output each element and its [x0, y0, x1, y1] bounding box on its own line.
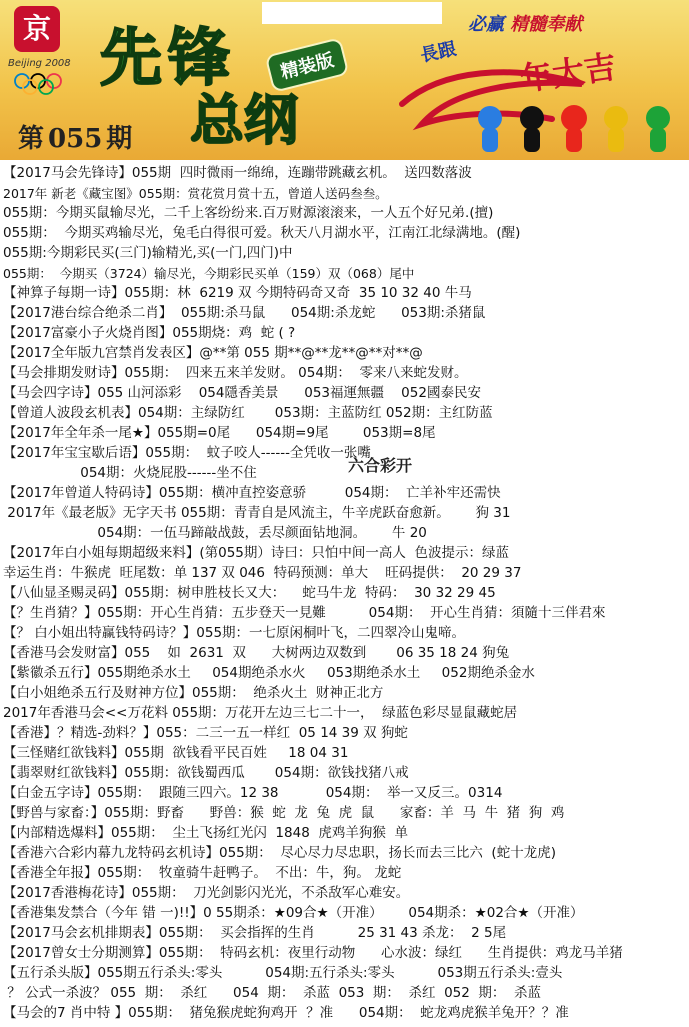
text-line: 055期： 今期买（3724）输尽光，今期彩民买单（159）双（068）尾中 — [3, 266, 415, 281]
text-line: 【神算子每期一诗】055期：林 6219 双 今期特码奇又奇 35 10 32 40 牛马 — [3, 285, 472, 301]
text-line: 【2017马会玄机排期表】055期： 买会指挥的生肖 25 31 43 杀龙： 2 5尾 — [3, 925, 507, 941]
issue-label — [18, 118, 132, 155]
text-line: 054期：一伍马蹄敲战鼓，丢尽颜面钻地洞。 牛 20 — [3, 525, 427, 541]
text-line: 【八仙显圣赐灵码】055期：树申胜枝长又大： 蛇马牛龙 特码： 30 32 29 45 — [3, 585, 496, 601]
text-line: 【？生肖猜？】055期：开心生肖猜：五步登天一見難 054期： 开心生肖猜：須隨十三伴君來 — [3, 605, 606, 621]
banner-title-sub: 总纲 — [190, 88, 298, 152]
text-line: 2017年《最老版》无字天书 055期：青青自是风流主，牛辛虎跃奋愈新。 狗 31 — [3, 505, 511, 521]
text-line: 【2017年全年杀一尾★】055期=0尾 054期=9尾 053期=8尾 — [3, 425, 436, 441]
text-line: 【翡翠财红欲钱料】055期：欲钱蜀西瓜 054期：欲钱找猪八戒 — [3, 765, 409, 781]
olympic-logo — [8, 6, 80, 102]
logo-text: Beijing 2008 — [8, 58, 71, 69]
issue-suffix: 期 — [106, 124, 133, 154]
slogan-left: 長跟 — [418, 38, 459, 67]
text-line: 【2017年宝宝歇后语】055期： 蚊子咬人------全凭收一张嘴 — [3, 445, 371, 461]
text-line: 【2017富豪小子火烧肖图】055期烧：鸡 蛇 ( ? — [3, 325, 296, 341]
text-line: 【香港全年报】055期： 牧童骑牛赶鸭子。 不出：牛，狗。 龙蛇 — [3, 865, 402, 881]
text-line: 【马会的7 肖中特 】055期： 猪兔猴虎蛇狗鸡开 ？准 054期： 蛇龙鸡虎猴羊兔开？？准 — [3, 1005, 569, 1021]
text-line: 【白金五字诗】055期： 跟随三四六。12 38 054期： 举一又反三。0314 — [3, 785, 503, 801]
text-line: 幸运生肖：牛猴虎 旺尾数：单 137 双 046 特码预测：单大 旺码提供： 20 29 37 — [3, 565, 522, 581]
text-line: 【2017香港梅花诗】055期： 刀光剑影闪光光，不杀敌军心难安。 — [3, 885, 410, 901]
text-line: 【内部精选爆料】055期： 尘土飞扬红光闪 1848 虎鸡羊狗猴 单 — [3, 825, 408, 841]
slogan-right: 年大吉 — [518, 47, 619, 99]
issue-prefix: 第 — [18, 124, 45, 154]
text-line: 054期：火烧屁股------坐不住 — [3, 465, 257, 481]
olympic-rings-icon — [12, 72, 76, 96]
text-line: 2017年香港马会<<万花料 055期：万花开左边三七二十一， 绿蓝色彩尽显鼠藏蛇居 — [3, 705, 518, 721]
header-blank-patch — [262, 2, 442, 24]
text-line: 【？ 白小姐出特赢钱特码诗？】055期：一七原闲桐叶飞，二四翠冷山鬼啼。 — [3, 625, 466, 641]
text-line: 【三怪赌红欲钱料】055期 欲钱看平民百姓 18 04 31 — [3, 745, 349, 761]
text-line: 【曾道人波段玄机表】054期：主绿防红 053期：主蓝防红 052期：主红防蓝 — [3, 405, 493, 421]
text-line: 055期： 今期买鸡输尽光，兔毛白得很可爱。秋天八月湖水平，江南江北绿满地。(醒) — [3, 225, 521, 241]
text-line: 【2017年白小姐每期超级来料】(第055期）诗曰：只怕中间一高人 色波提示：绿蓝 — [3, 545, 509, 561]
slogan-top-a: 必赢 — [468, 14, 504, 35]
text-line: 【香港六合彩内幕九龙特码玄机诗】055期： 尽心尽力尽忠职，扬长而去三比六 (蛇十龙虎) — [3, 845, 556, 861]
text-line: 055期：今期买鼠输尽光，二千上客纷纷来.百万财源滚滚来，一人五个好兄弟.(擅) — [3, 205, 494, 221]
text-line: 【香港】？精选-劲料？】055：二三一五一样红 05 14 39 双 狗蛇 — [3, 725, 408, 741]
slogan-top — [468, 10, 582, 36]
issue-number: 055 — [48, 124, 103, 154]
text-line: 055期:今期彩民买(三门)输精光,买(一门,四门)中 — [3, 245, 293, 261]
text-line: 【马会四字诗】055 山河添彩 054隱香美景 053福運無疆 052國泰民安 — [3, 385, 481, 401]
text-line: 2017年 新老《藏宝图》055期：赏花赏月赏十五，曾道人送码叁叁。 — [3, 186, 388, 201]
text-line: 【2017全年版九宫禁肖发表区】@**第 055 期**@**龙**@**对**@ — [3, 345, 423, 361]
text-line: 【野兽与家畜：】055期：野畜 野兽：猴 蛇 龙 兔 虎 鼠 家畜：羊 马 牛 猪 狗 鸡 — [3, 805, 565, 821]
slogan-top-b: 精髓奉献 — [510, 14, 583, 35]
text-line: 【2017港台综合绝杀二肖】 055期:杀马鼠 054期:杀龙蛇 053期:杀猪鼠 — [3, 305, 486, 321]
header-banner — [0, 0, 689, 160]
content-area — [0, 161, 689, 1027]
fuwa-mascots-icon — [470, 100, 680, 156]
text-line: 【2017马会先锋诗】055期 四时微雨一绵绵，连蹦带跳藏玄机。 送四数落波 — [3, 165, 472, 181]
text-line: ？ 公式一杀波？ 055 期： 杀红 054 期： 杀蓝 053 期： 杀红 052 期： 杀蓝 — [3, 985, 542, 1001]
edition-badge: 精装版 — [265, 37, 350, 93]
text-line: 【2017曾女士分期测算】055期： 特码玄机：夜里行动物 心水波：绿红 生肖提供：鸡龙马羊猪 — [3, 945, 623, 961]
text-line: 【紫徽杀五行】055期绝杀水土 054期绝杀水火 053期绝杀水土 052期绝杀金水 — [3, 665, 535, 681]
text-line: 【香港集发禁合（今年 错 一)!!】0 55期杀：★09合★（开准） 054期杀：★02合★（开准） — [3, 905, 584, 921]
text-line: 【马会排期发财诗】055期： 四来五来羊发财。 054期： 零来八来蛇发财。 — [3, 365, 468, 381]
text-line: 【香港马会发财富】055 如 2631 双 大树两边双数到 06 35 18 24 狗兔 — [3, 645, 510, 661]
text-line: 【2017年曾道人特码诗】055期：横冲直控姿意骄 054期： 亡羊补牢还需快 — [3, 485, 501, 501]
beijing-seal-icon: 京 — [14, 6, 60, 52]
text-line: 【白小姐绝杀五行及财神方位】055期： 绝杀火土 财神正北方 — [3, 685, 384, 701]
text-line: 【五行杀头版】055期五行杀头:零头 054期:五行杀头:零头 053期五行杀头:壹头 — [3, 965, 563, 981]
watermark-stamp: 六合彩开 — [348, 456, 413, 475]
banner-title-main: 先锋 — [100, 21, 237, 94]
